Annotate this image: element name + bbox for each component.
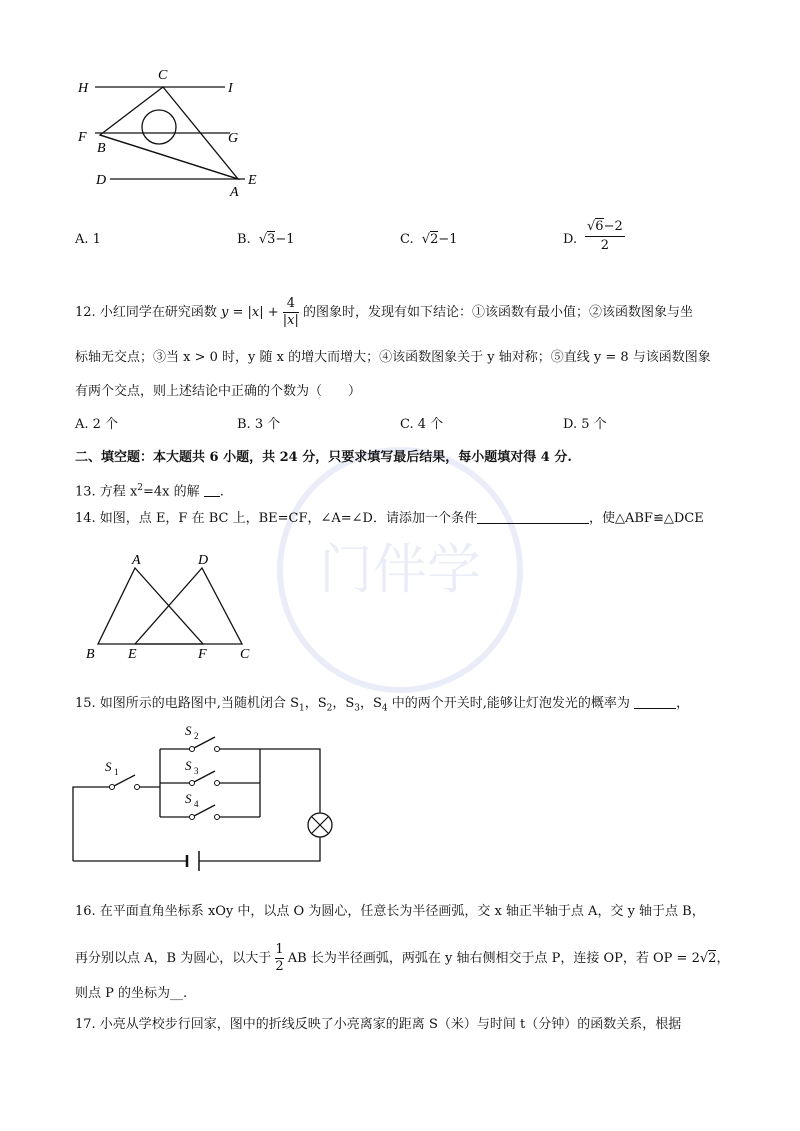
section-heading: 二、填空题：本大题共 6 小题，共 24 分，只要求填写最后结果，每小题填对得 4 分. <box>75 450 572 465</box>
q16-line3: 则点 P 的坐标为__. <box>75 986 188 1001</box>
label-C: C <box>240 647 250 662</box>
q12-option-a: A. 2 个 <box>75 417 119 432</box>
figure-q14 <box>80 548 260 663</box>
q11-option-a: A. 1 <box>75 232 101 247</box>
q15-blank <box>634 694 676 709</box>
watermark-logo <box>270 440 530 700</box>
q14-blank <box>477 509 589 524</box>
label-D: D <box>198 553 209 568</box>
label-S1: S <box>105 759 112 774</box>
q11-option-b: B. √3−1 <box>237 232 295 247</box>
svg-text:3: 3 <box>194 766 199 776</box>
figure-q15-circuit <box>65 725 345 875</box>
label-B: B <box>86 647 95 662</box>
label-A: A <box>230 185 239 200</box>
q12-option-b: B. 3 个 <box>237 417 281 432</box>
q16-line1: 16. 在平面直角坐标系 xOy 中，以点 O 为圆心，任意长为半径画弧，交 x 轴正半轴于点 A，交 y 轴于点 B， <box>75 904 705 919</box>
q17-line1: 17. 小亮从学校步行回家，图中的折线反映了小亮离家的距离 S（米）与时间 t（分钟）的函数关系，根据 <box>75 1017 682 1032</box>
label-C: C <box>158 68 168 83</box>
q12-option-c: C. 4 个 <box>400 417 444 432</box>
q12-option-d: D. 5 个 <box>563 417 607 432</box>
svg-text:S: S <box>185 725 192 738</box>
q13: 13. 方程 $x^2=4x$ 的解 . <box>75 483 224 500</box>
q12-line3: 有两个交点，则上述结论中正确的个数为（ ） <box>75 384 362 399</box>
q16-line2: 再分别以点 A，B 为圆心，以大于 $\frac{1}{2}$ AB 长为半径画弧，两弧在 y 轴右侧相交于点 P，连接 OP，若 OP = 2√2， <box>75 942 730 974</box>
label-D: D <box>96 173 107 188</box>
svg-text:1: 1 <box>114 767 119 777</box>
label-E: E <box>248 173 257 188</box>
label-I: I <box>228 81 233 96</box>
svg-text:S: S <box>185 791 192 806</box>
svg-text:4: 4 <box>194 799 199 809</box>
label-G: G <box>228 131 239 146</box>
q12-line2: 标轴无交点；③当 x > 0 时，y 随 x 的增大而增大；④该函数图象关于 y 轴对称；⑤直线 y = 8 与该函数图象 <box>75 350 711 365</box>
label-E: E <box>128 647 137 662</box>
label-F: F <box>78 130 87 145</box>
label-H: H <box>78 81 89 96</box>
q11-option-d: D. <box>563 232 578 247</box>
svg-text:S: S <box>185 758 192 773</box>
q13-blank <box>204 482 220 497</box>
q12-line1: 12. 小红同学在研究函数 y = |x| + $\frac{4}{|x|}$ 的图象时，发现有如下结论：①该函数有最小值；②该函数图象与坐 <box>75 296 694 328</box>
q11-option-c: C. √2−1 <box>400 232 458 247</box>
q11-option-d-fraction: √6−2 2 <box>587 219 623 253</box>
q15: 15. 如图所示的电路图中,当随机闭合 $S_1$，$S_2$，$S_3$，$S_4$ 中的两个开关时,能够让灯泡发光的概率为 ， <box>75 696 690 714</box>
label-B: B <box>97 141 106 156</box>
watermark-text: 门伴学 <box>319 540 481 600</box>
svg-text:2: 2 <box>194 731 199 741</box>
q14: 14. 如图，点 E，F 在 BC 上，BE=CF，∠A=∠D．请添加一个条件 ，使△ABF≌△DCE <box>75 511 704 526</box>
label-A: A <box>132 553 141 568</box>
figure-q11 <box>70 65 280 205</box>
label-F: F <box>198 647 207 662</box>
